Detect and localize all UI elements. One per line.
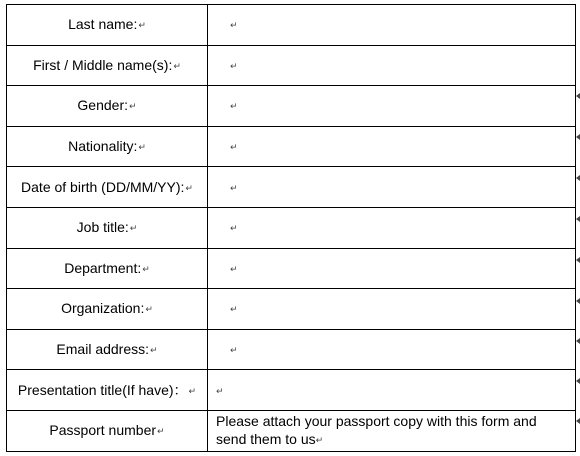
table-row [7, 167, 576, 208]
field-label: Last name:↵ [7, 5, 208, 46]
table-row [7, 126, 576, 167]
passport-instruction: Please attach your passport copy with this form and send them to us [216, 413, 537, 448]
paragraph-mark-icon: ↵ [157, 426, 165, 437]
field-label: Email address:↵ [7, 329, 208, 370]
margin-marker-icon [576, 418, 580, 424]
table-row [7, 289, 576, 330]
paragraph-mark-icon: ↵ [150, 345, 158, 356]
table-row [7, 86, 576, 127]
paragraph-mark-icon: ↵ [138, 20, 146, 31]
organization-field[interactable] [208, 289, 576, 330]
field-label: Department:↵ [7, 248, 208, 289]
job-title-field[interactable] [208, 207, 576, 248]
table-row [7, 5, 576, 46]
field-label: Gender:↵ [7, 86, 208, 127]
department-field[interactable] [208, 248, 576, 289]
paragraph-mark-icon: ↵ [230, 101, 238, 112]
registration-form-table [6, 4, 576, 452]
paragraph-mark-icon: ↵ [185, 182, 193, 193]
paragraph-mark-icon: ↵ [230, 345, 238, 356]
table-row [7, 207, 576, 248]
margin-marker-icon [576, 338, 580, 344]
paragraph-mark-icon: ↵ [315, 435, 324, 446]
field-label: Job title:↵ [7, 207, 208, 248]
paragraph-mark-icon: ↵ [230, 20, 238, 31]
paragraph-mark-icon: ↵ [142, 263, 150, 274]
paragraph-mark-icon: ↵ [216, 385, 224, 396]
margin-marker-icon [576, 93, 580, 99]
paragraph-mark-icon: ↵ [230, 60, 238, 71]
email-address-field[interactable] [208, 329, 576, 370]
paragraph-mark-icon: ↵ [173, 60, 181, 71]
margin-marker-icon [576, 175, 580, 181]
field-label: Organization:↵ [7, 289, 208, 330]
field-label: First / Middle name(s):↵ [7, 45, 208, 86]
paragraph-mark-icon: ↵ [145, 304, 153, 315]
margin-marker-icon [576, 134, 580, 140]
paragraph-mark-icon: ↵ [188, 385, 197, 396]
paragraph-mark-icon: ↵ [230, 304, 238, 315]
first-middle-name-field[interactable] [208, 45, 576, 86]
table-row [7, 248, 576, 289]
table-row [7, 45, 576, 86]
table-row [7, 410, 576, 451]
presentation-title-field[interactable] [208, 370, 576, 411]
nationality-field[interactable] [208, 126, 576, 167]
date-of-birth-field[interactable] [208, 167, 576, 208]
paragraph-mark-icon: ↵ [230, 223, 238, 234]
margin-marker-icon [576, 216, 580, 222]
last-name-field[interactable] [208, 5, 576, 46]
paragraph-mark-icon: ↵ [230, 142, 238, 153]
paragraph-mark-icon: ↵ [230, 263, 238, 274]
margin-marker-icon [576, 378, 580, 384]
margin-marker-icon [576, 257, 580, 263]
paragraph-mark-icon: ↵ [230, 182, 238, 193]
table-row [7, 370, 576, 411]
passport-number-field[interactable] [208, 410, 576, 451]
paragraph-mark-icon: ↵ [129, 101, 137, 112]
field-label: Date of birth (DD/MM/YY):↵ [7, 167, 208, 208]
field-label: Presentation title(If have)：↵ [7, 370, 208, 411]
table-row [7, 329, 576, 370]
field-label: Nationality:↵ [7, 126, 208, 167]
paragraph-mark-icon: ↵ [138, 142, 146, 153]
gender-field[interactable] [208, 86, 576, 127]
paragraph-mark-icon: ↵ [129, 223, 138, 234]
margin-marker-icon [576, 298, 580, 304]
field-label: Passport number↵ [7, 410, 208, 451]
